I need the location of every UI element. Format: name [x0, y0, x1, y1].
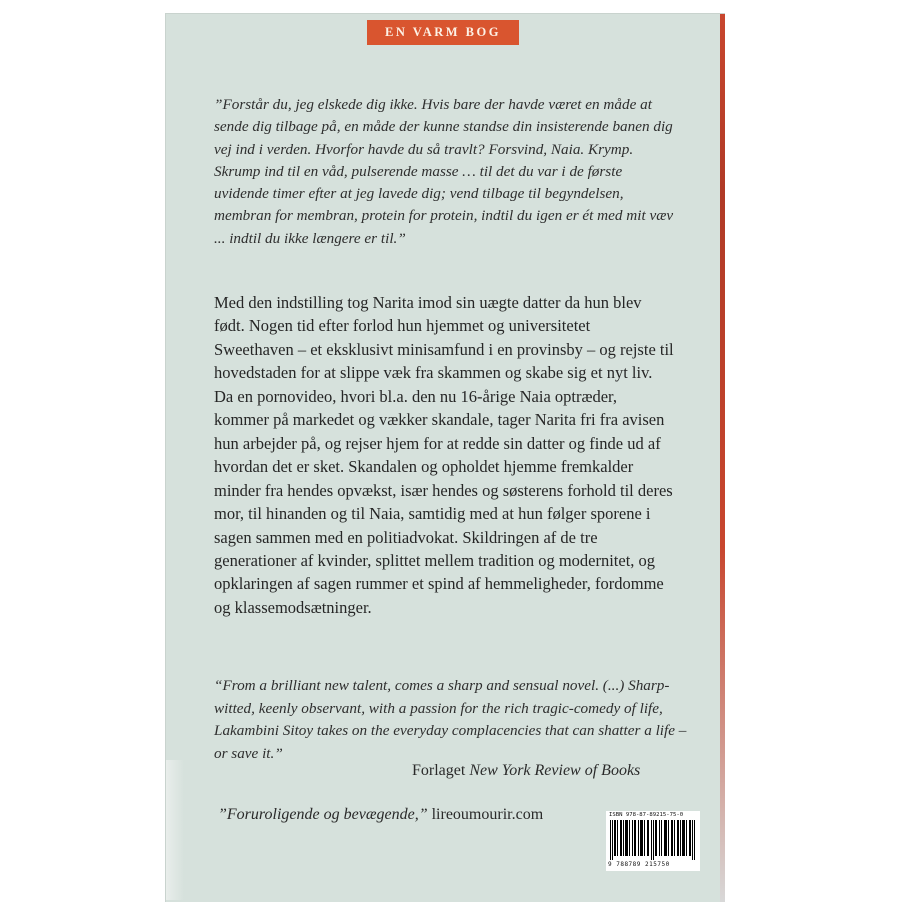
review-attribution: [412, 762, 702, 780]
bottom-quote-source: lireoumourir.com: [427, 806, 544, 823]
genre-label: EN VARM BOG: [367, 20, 519, 45]
barcode-digits: 9 788789 215750: [608, 861, 670, 868]
bottom-quote-text: ”Foruroligende og bevægende,”: [218, 806, 428, 823]
bottom-quote: [218, 806, 543, 824]
barcode: [606, 811, 700, 871]
cover-spine-edge: [720, 14, 725, 902]
opening-quote: ”Forstår du, jeg elskede dig ikke. Hvis bare der havde været en måde at sende dig tilbage på, en måde der kunne standse din insisterende banen dig vej ind i verden. Hvorfor havde du så travlt? Forsvind, Naia. Krymp. Skrump ind til en våd, pulserende masse … til det du var i de første uvidende timer efter at jeg lavede dig; vend tilbage til begyndelsen, membran for membran, protein for protein, indtil du igen er ét med mit væv ... indtil du ikke længere er til.”: [214, 96, 674, 247]
attribution-source: New York Review of Books: [469, 762, 641, 779]
barcode-bars: [610, 820, 696, 860]
cover-wear-mark: [166, 760, 184, 900]
attribution-prefix: Forlaget: [412, 762, 470, 779]
blurb-text: Med den indstilling tog Narita imod sin uægte datter da hun blev født. Nogen tid efter forlod hun hjemmet og universitetet Sweethaven – et eksklusivt minisamfund i en provinsby – og rejste til hovedstaden for at slippe væk fra skammen og skabe sig et nyt liv. Da en pornovideo, hvori bl.a. den nu 16-årige Naia optræder, kommer på markedet og vækker skandale, tager Narita fri fra avisen hun arbejder på, og rejser hjem for at redde sin datter og finde ud af hvordan det er sket. Skandalen og opholdet hjemme fremkalder minder fra hendes opvækst, især hendes og søsterens forhold til deres mor, til hinanden og til Naia, samtidig med at hun følger sporene i sagen sammen med en politiadvokat. Skildringen af de tre generationer af kvinder, splittet mellem tradition og modernitet, og opklaringen af sagen rummer et spind af hemmeligheder, fordomme og klassemodsætninger.: [214, 293, 674, 617]
isbn-label: ISBN 978-87-89215-75-0: [609, 812, 684, 818]
review-quote: “From a brilliant new talent, comes a sharp and sensual novel. (...) Sharp-witted, keenly observant, with a passion for the rich tragic-comedy of life, Lakambini Sitoy takes on the everyday complacencies that can shatter a life – or save it.”: [214, 677, 687, 762]
